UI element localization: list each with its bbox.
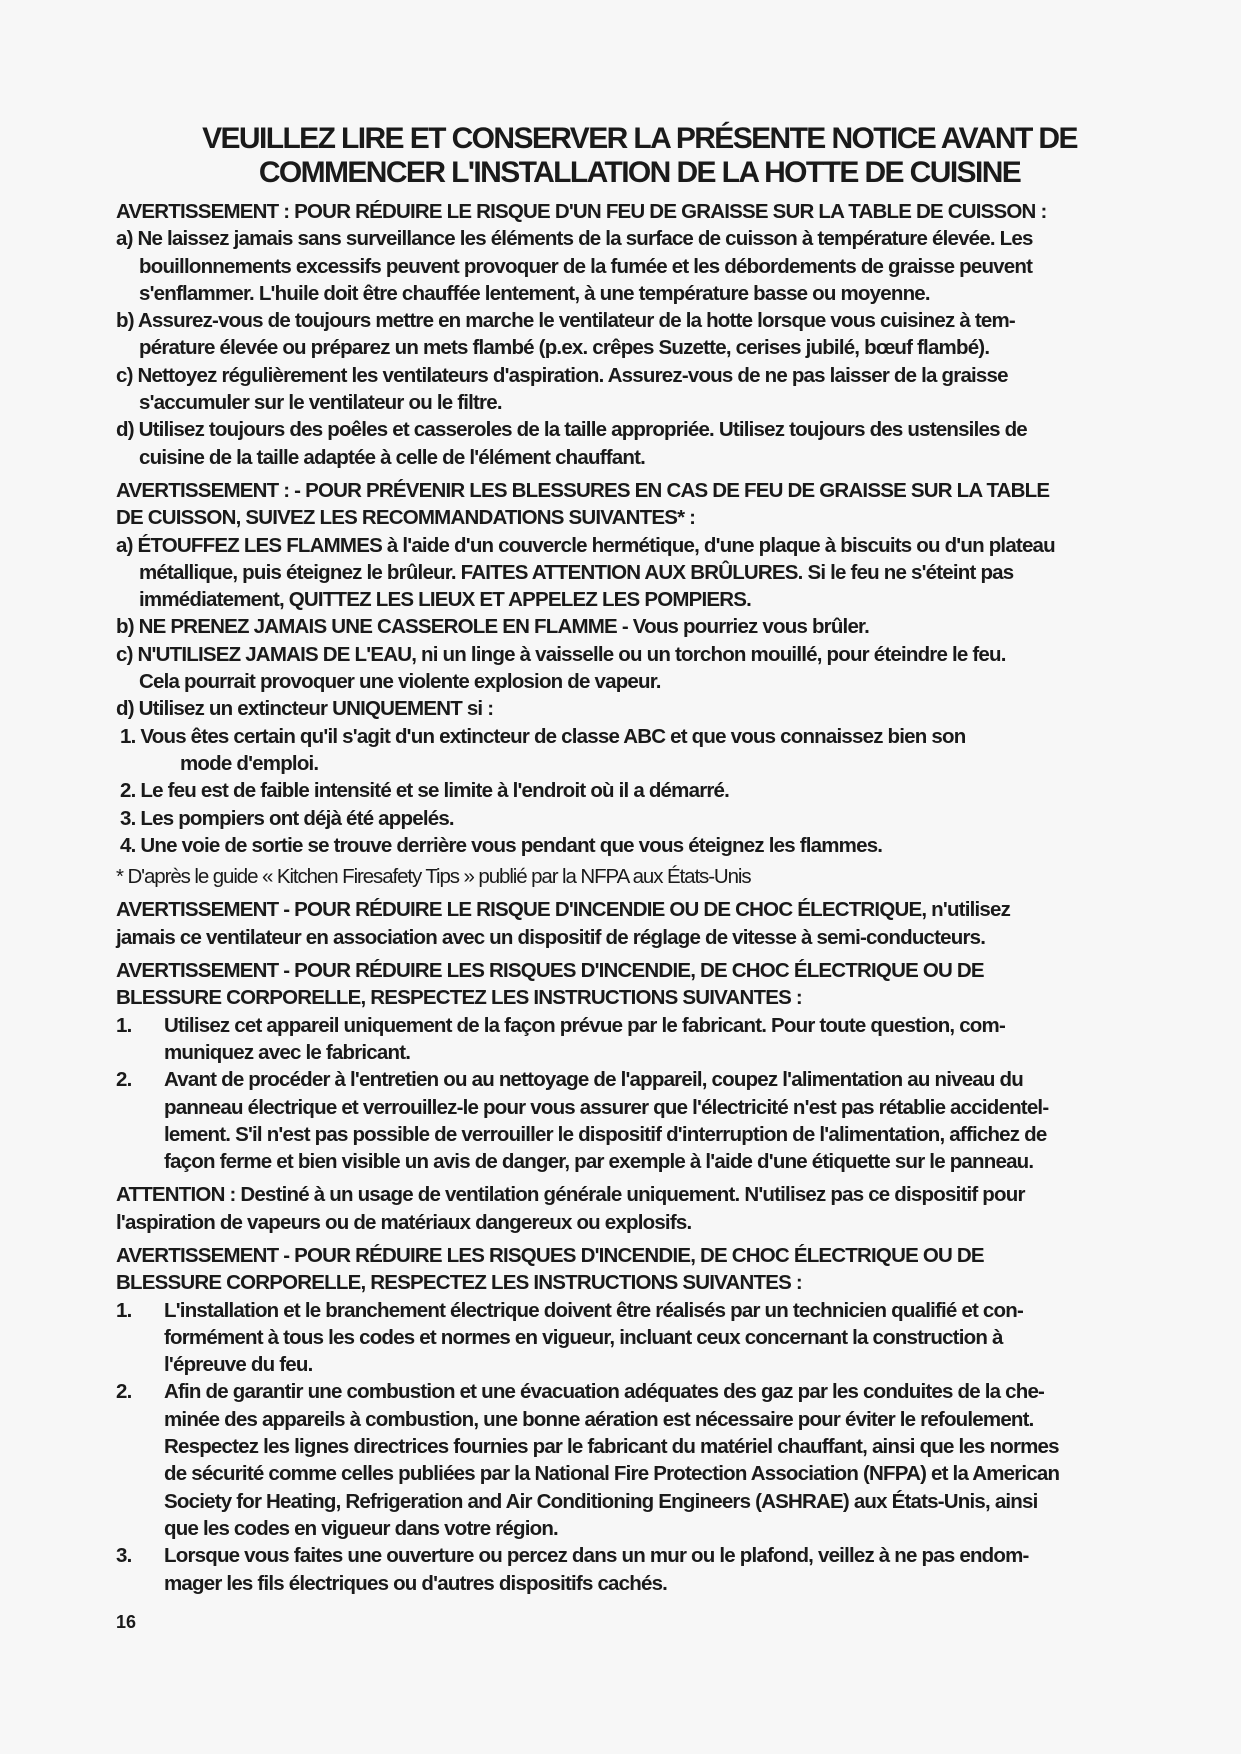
emphasis: a) ÉTOUFFEZ LES FLAMMES xyxy=(116,533,382,557)
warning-heading: AVERTISSEMENT : POUR RÉDUIRE LE RISQUE D'UN FEU DE GRAISSE SUR LA TABLE DE CUISSON : xyxy=(116,200,1047,223)
item-text: Afin de garantir une combustion et une évacuation adéquates des gaz par les conduites de la che- xyxy=(164,1380,1045,1404)
list-item-c-cont: s'accumuler sur le ventilateur ou le filtre. xyxy=(139,391,502,415)
list-item-a-cont xyxy=(116,559,1163,586)
numbered-item-cont: l'épreuve du feu. xyxy=(164,1353,313,1377)
numbered-item: 2. Le feu est de faible intensité et se limite à l'endroit où il a démarré. xyxy=(120,779,730,803)
warning-grease-fire xyxy=(116,198,1163,471)
list-item-text: à l'aide d'un couvercle hermétique, d'une plaque à biscuits ou d'un plateau xyxy=(381,533,1055,557)
item-number: 3. xyxy=(116,1544,132,1568)
warning-heading-cont: BLESSURE CORPORELLE, RESPECTEZ LES INSTRUCTIONS SUIVANTES : xyxy=(116,1271,802,1295)
emphasis: UNIQUEMENT xyxy=(332,697,462,721)
list-item-b: b) Assurez-vous de toujours mettre en marche le ventilateur de la hotte lorsque vous cuisinez à tem- xyxy=(116,309,1015,333)
numbered-item xyxy=(116,1297,1163,1324)
list-item-d xyxy=(116,695,1163,722)
numbered-item-cont: mager les fils électriques ou d'autres dispositifs cachés. xyxy=(164,1571,668,1595)
list-item-text: ni un linge à vaisselle ou un torchon mouillé, pour éteindre le feu. xyxy=(416,642,1006,666)
list-item-b xyxy=(116,613,1163,640)
numbered-item-cont: de sécurité comme celles publiées par la National Fire Protection Association (NFPA) et la American xyxy=(164,1462,1060,1486)
caution-paragraph-cont: l'aspiration de vapeurs ou de matériaux dangereux ou explosifs. xyxy=(116,1210,692,1234)
numbered-item-cont: lement. S'il n'est pas possible de verrouiller le dispositif d'interruption de l'alimentation, affichez de xyxy=(164,1122,1047,1146)
numbered-item-cont: formément à tous les codes et normes en vigueur, incluant ceux concernant la construction à xyxy=(164,1325,1003,1349)
item-text: Lorsque vous faites une ouverture ou percez dans un mur ou le plafond, veillez à ne pas endom- xyxy=(164,1544,1029,1568)
paragraph-text: Destiné à un usage de ventilation générale uniquement. N'utilisez pas ce dispositif pour xyxy=(235,1183,1025,1207)
numbered-item xyxy=(116,1542,1163,1569)
emphasis: c) N'UTILISEZ JAMAIS DE L'EAU, xyxy=(116,642,417,666)
list-item-a-cont xyxy=(116,586,1163,613)
numbered-item-cont: muniquez avec le fabricant. xyxy=(164,1040,411,1064)
list-item-text: d) Utilisez un extincteur xyxy=(116,697,333,721)
emphasis: ATTENTION : xyxy=(116,1183,236,1207)
emphasis: FAITES ATTENTION AUX BRÛLURES. xyxy=(460,560,803,584)
emphasis: AVERTISSEMENT - POUR RÉDUIRE LE RISQUE D'INCENDIE OU DE CHOC ÉLECTRIQUE, xyxy=(116,898,927,922)
numbered-item-cont: que les codes en vigueur dans votre région. xyxy=(164,1516,558,1540)
item-number: 1. xyxy=(116,1013,132,1037)
numbered-list xyxy=(116,1297,1163,1597)
numbered-list xyxy=(116,1012,1163,1176)
warning-heading: AVERTISSEMENT : - POUR PRÉVENIR LES BLESSURES EN CAS DE FEU DE GRAISSE SUR LA TABLE xyxy=(116,478,1050,502)
numbered-item-cont: façon ferme et bien visible un avis de danger, par exemple à l'aide d'une étiquette sur le panneau. xyxy=(164,1150,1034,1174)
list-item-text: si : xyxy=(461,697,494,721)
list-item-a xyxy=(116,532,1163,559)
numbered-item xyxy=(116,1066,1163,1093)
item-text: L'installation et le branchement électrique doivent être réalisés par un technicien qualifié et con- xyxy=(164,1298,1024,1322)
paragraph-text: n'utilisez xyxy=(926,898,1011,922)
warning-paragraph-cont: jamais ce ventilateur en association avec un dispositif de réglage de vitesse à semi-conducteurs. xyxy=(116,925,986,949)
warning-heading-cont: BLESSURE CORPORELLE, RESPECTEZ LES INSTRUCTIONS SUIVANTES : xyxy=(116,986,802,1010)
numbered-item: 1. Vous êtes certain qu'il s'agit d'un extincteur de classe ABC et que vous connaissez bien son xyxy=(120,724,966,748)
list-item-a-cont: bouillonnements excessifs peuvent provoquer de la fumée et les débordements de graisse peuvent xyxy=(139,254,1033,278)
list-item-c: c) Nettoyez régulièrement les ventilateurs d'aspiration. Assurez-vous de ne pas laisser de la graisse xyxy=(116,363,1008,387)
title-line-2: COMMENCER L'INSTALLATION DE LA HOTTE DE CUISINE xyxy=(258,156,1021,189)
list-item-c-cont: Cela pourrait provoquer une violente explosion de vapeur. xyxy=(139,670,661,694)
warning-heading: AVERTISSEMENT - POUR RÉDUIRE LES RISQUES D'INCENDIE, DE CHOC ÉLECTRIQUE OU DE xyxy=(116,1243,984,1267)
item-text: Utilisez cet appareil uniquement de la façon prévue par le fabricant. Pour toute question, com- xyxy=(164,1013,1005,1037)
page-title xyxy=(116,122,1163,190)
numbered-item-cont: Society for Heating, Refrigeration and Air Conditioning Engineers (ASHRAE) aux États-Unis, ainsi xyxy=(164,1489,1038,1513)
list-item-text: Si le feu ne s'éteint pas xyxy=(802,560,1014,584)
list-item-d: d) Utilisez toujours des poêles et casseroles de la taille appropriée. Utilisez toujours des ustensiles de xyxy=(116,418,1027,442)
warning-injury-prevention xyxy=(116,477,1163,890)
caution-ventilation-use xyxy=(116,1181,1163,1236)
warning-electrical-maintenance xyxy=(116,957,1163,1175)
caution-paragraph xyxy=(116,1181,1163,1208)
numbered-item xyxy=(116,1378,1163,1405)
warning-paragraph xyxy=(116,896,1163,923)
item-text: Avant de procéder à l'entretien ou au nettoyage de l'appareil, coupez l'alimentation au niveau du xyxy=(164,1068,1023,1092)
numbered-item xyxy=(116,1012,1163,1039)
footnote: * D'après le guide « Kitchen Firesafety Tips » publié par la NFPA aux États-Unis xyxy=(116,865,751,889)
emphasis: b) NE PRENEZ JAMAIS UNE CASSEROLE EN FLAMME xyxy=(116,615,617,639)
list-item-text: métallique, puis éteignez le brûleur. xyxy=(139,560,461,584)
numbered-item-cont: Respectez les lignes directrices fournies par le fabricant du matériel chauffant, ainsi que les normes xyxy=(164,1435,1059,1459)
list-item-a-cont: s'enflammer. L'huile doit être chauffée lentement, à une température basse ou moyenne. xyxy=(139,281,930,305)
warning-heading-cont: DE CUISSON, SUIVEZ LES RECOMMANDATIONS SUIVANTES* : xyxy=(116,506,696,530)
item-number: 2. xyxy=(116,1068,132,1092)
numbered-item-cont: minée des appareils à combustion, une bonne aération est nécessaire pour éviter le refoulement. xyxy=(164,1407,1034,1431)
numbered-item-cont: mode d'emploi. xyxy=(180,751,319,775)
list-item-text: immédiatement, xyxy=(139,588,289,612)
numbered-item: 3. Les pompiers ont déjà été appelés. xyxy=(120,806,454,830)
page-number: 16 xyxy=(116,1612,137,1632)
item-number: 2. xyxy=(116,1380,132,1404)
emphasis: QUITTEZ LES LIEUX ET APPELEZ LES POMPIERS. xyxy=(288,588,752,612)
item-number: 1. xyxy=(116,1298,132,1322)
warning-installation xyxy=(116,1242,1163,1597)
list-item-b-cont: pérature élevée ou préparez un mets flambé (p.ex. crêpes Suzette, cerises jubilé, bœuf flambé). xyxy=(139,336,990,360)
list-item-a: a) Ne laissez jamais sans surveillance les éléments de la surface de cuisson à température élevée. Les xyxy=(116,227,1033,251)
title-line-1: VEUILLEZ LIRE ET CONSERVER LA PRÉSENTE NOTICE AVANT DE xyxy=(202,122,1077,155)
list-item-c xyxy=(116,641,1163,668)
warning-heading: AVERTISSEMENT - POUR RÉDUIRE LES RISQUES D'INCENDIE, DE CHOC ÉLECTRIQUE OU DE xyxy=(116,959,984,983)
numbered-item-cont: panneau électrique et verrouillez-le pour vous assurer que l'électricité n'est pas rétablie accidentel- xyxy=(164,1095,1049,1119)
warning-speed-control xyxy=(116,896,1163,951)
numbered-item: 4. Une voie de sortie se trouve derrière vous pendant que vous éteignez les flammes. xyxy=(120,833,883,857)
list-item-d-cont: cuisine de la taille adaptée à celle de l'élément chauffant. xyxy=(139,445,646,469)
list-item-text: - Vous pourriez vous brûler. xyxy=(616,615,870,639)
